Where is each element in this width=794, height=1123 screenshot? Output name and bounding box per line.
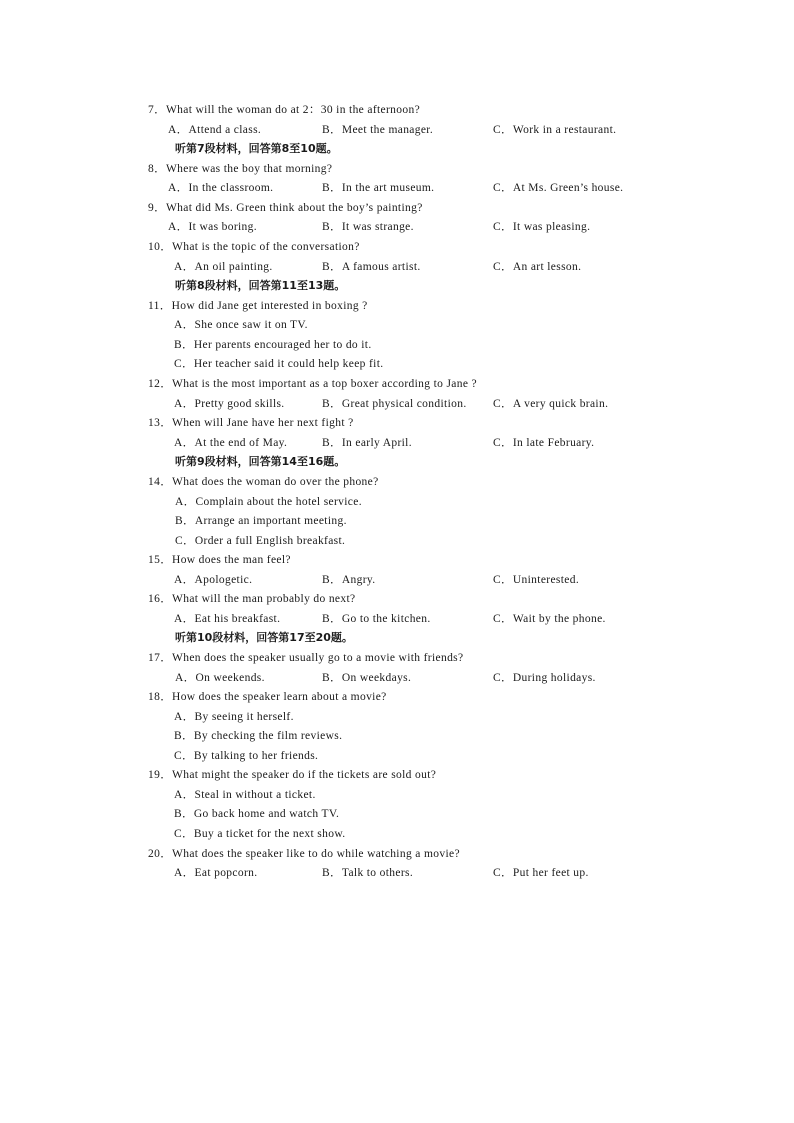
option-16c: C．Wait by the phone.: [493, 613, 606, 625]
section-heading-10: 听第10段材料，回答第17至20题。: [175, 631, 353, 644]
option-9c: C．It was pleasing.: [493, 221, 591, 233]
option-18a: A．By seeing it herself.: [174, 711, 294, 723]
section-heading-8: 听第8段材料，回答第11至13题。: [175, 279, 346, 292]
option-7b: B．Meet the manager.: [322, 124, 434, 136]
option-18c: C．By talking to her friends.: [174, 750, 319, 762]
option-17b: B．On weekdays.: [322, 672, 412, 684]
question-15: 15．How does the man feel?: [148, 554, 291, 566]
option-14b: B．Arrange an important meeting.: [175, 515, 347, 527]
option-19b: B．Go back home and watch TV.: [174, 808, 340, 820]
option-14c: C．Order a full English breakfast.: [175, 535, 346, 547]
option-11a: A．She once saw it on TV.: [174, 319, 308, 331]
option-8c: C．At Ms. Green’s house.: [493, 182, 624, 194]
section-heading-7: 听第7段材料，回答第8至10题。: [175, 142, 338, 155]
question-12: 12．What is the most important as a top boxer according to Jane ?: [148, 378, 477, 390]
option-10b: B．A famous artist.: [322, 261, 421, 273]
question-8: 8．Where was the boy that morning?: [148, 163, 333, 175]
option-12c: C．A very quick brain.: [493, 398, 609, 410]
option-8a: A．In the classroom.: [168, 182, 274, 194]
option-19c: C．Buy a ticket for the next show.: [174, 828, 346, 840]
question-11: 11．How did Jane get interested in boxing ?: [148, 300, 368, 312]
question-9: 9．What did Ms. Green think about the boy’s painting?: [148, 202, 423, 214]
question-10: 10．What is the topic of the conversation?: [148, 241, 360, 253]
option-10a: A．An oil painting.: [174, 261, 273, 273]
option-7a: A．Attend a class.: [168, 124, 262, 136]
option-13a: A．At the end of May.: [174, 437, 288, 449]
question-19: 19．What might the speaker do if the tickets are sold out?: [148, 769, 437, 781]
option-18b: B．By checking the film reviews.: [174, 730, 343, 742]
option-14a: A．Complain about the hotel service.: [175, 496, 362, 508]
option-13b: B．In early April.: [322, 437, 412, 449]
question-14: 14．What does the woman do over the phone?: [148, 476, 379, 488]
option-15a: A．Apologetic.: [174, 574, 253, 586]
option-20b: B．Talk to others.: [322, 867, 414, 879]
option-16a: A．Eat his breakfast.: [174, 613, 281, 625]
section-heading-9: 听第9段材料，回答第14至16题。: [175, 455, 346, 468]
question-18: 18．How does the speaker learn about a movie?: [148, 691, 387, 703]
question-13: 13．When will Jane have her next fight ?: [148, 417, 354, 429]
option-19a: A．Steal in without a ticket.: [174, 789, 316, 801]
option-17a: A．On weekends.: [175, 672, 265, 684]
option-11c: C．Her teacher said it could help keep fit.: [174, 358, 384, 370]
option-10c: C．An art lesson.: [493, 261, 582, 273]
option-16b: B．Go to the kitchen.: [322, 613, 431, 625]
question-20: 20．What does the speaker like to do while watching a movie?: [148, 848, 460, 860]
option-12b: B．Great physical condition.: [322, 398, 467, 410]
option-11b: B．Her parents encouraged her to do it.: [174, 339, 372, 351]
option-15c: C．Uninterested.: [493, 574, 580, 586]
option-15b: B．Angry.: [322, 574, 376, 586]
option-13c: C．In late February.: [493, 437, 595, 449]
option-20a: A．Eat popcorn.: [174, 867, 258, 879]
question-17: 17．When does the speaker usually go to a movie with friends?: [148, 652, 464, 664]
option-17c: C．During holidays.: [493, 672, 596, 684]
option-8b: B．In the art museum.: [322, 182, 435, 194]
option-9b: B．It was strange.: [322, 221, 414, 233]
option-9a: A．It was boring.: [168, 221, 257, 233]
question-7: 7．What will the woman do at 2：30 in the afternoon?: [148, 104, 421, 116]
option-12a: A．Pretty good skills.: [174, 398, 285, 410]
option-7c: C．Work in a restaurant.: [493, 124, 617, 136]
question-16: 16．What will the man probably do next?: [148, 593, 356, 605]
option-20c: C．Put her feet up.: [493, 867, 589, 879]
